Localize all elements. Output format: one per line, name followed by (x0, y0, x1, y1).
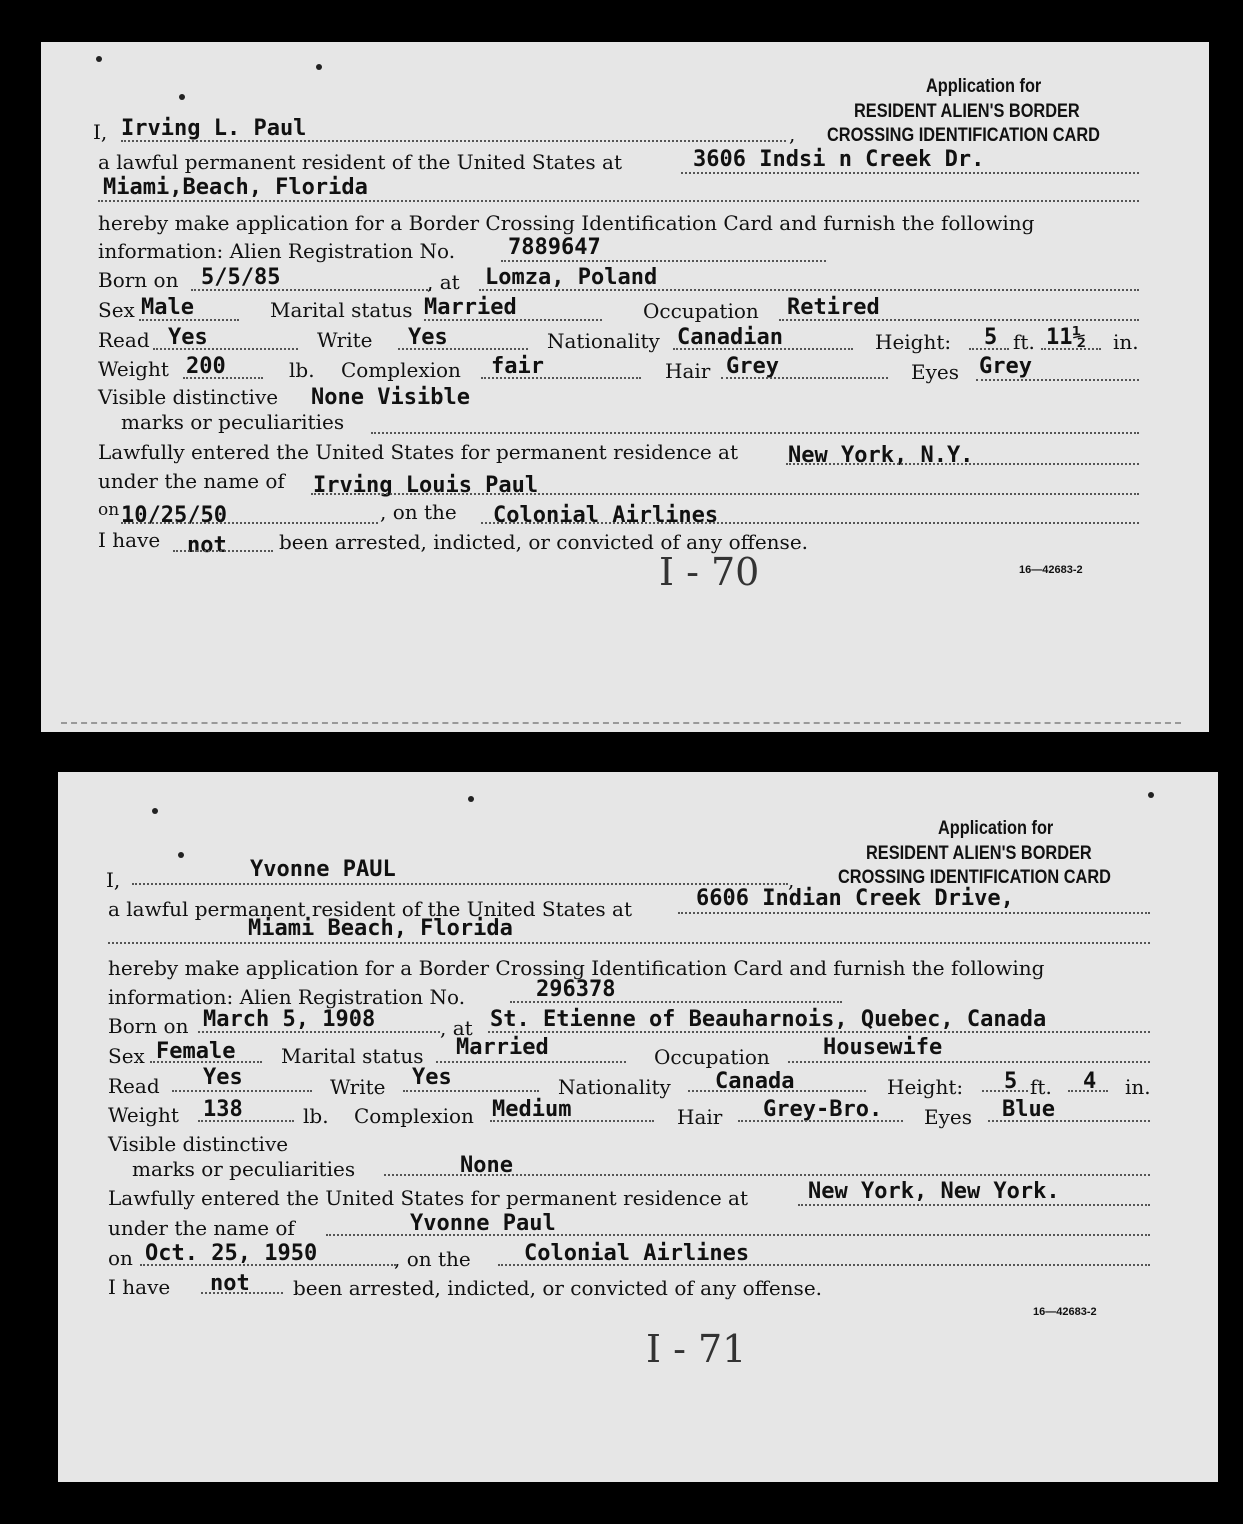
entry-place-line (786, 463, 1139, 465)
form-number: 16—42683-2 (1033, 1306, 1097, 1318)
weight-line (198, 1120, 294, 1122)
header-resident-alien: RESIDENT ALIEN'S BORDER (866, 843, 1092, 864)
entry-name: Yvonne Paul (410, 1211, 556, 1236)
label-born-on: Born on (98, 268, 179, 292)
read-line (172, 1090, 312, 1092)
marks-value: None (460, 1153, 513, 1178)
marks-line (384, 1174, 1150, 1176)
marital-line (436, 1061, 626, 1063)
complexion-line (490, 1120, 654, 1122)
label-marks: marks or peculiarities (132, 1157, 356, 1181)
birth-date-line (191, 289, 431, 291)
write-value: Yes (412, 1065, 452, 1090)
label-visible-distinctive: Visible distinctive (108, 1132, 289, 1156)
birth-place: St. Etienne of Beauharnois, Quebec, Canada (490, 1007, 1047, 1032)
hair-line (721, 377, 888, 379)
alien-registration-no: 7889647 (508, 235, 601, 260)
label-born-on: Born on (108, 1014, 189, 1038)
label-hereby: hereby make application for a Border Crossing Identification Card and furnish the following (98, 211, 1035, 235)
label-weight: Weight (98, 357, 169, 381)
complexion-value: Medium (492, 1097, 572, 1122)
label-ft: ft. (1030, 1075, 1052, 1099)
label-read: Read (108, 1074, 160, 1098)
address-line-1: 6606 Indian Creek Drive, (696, 886, 1014, 911)
card-edge (61, 722, 1181, 724)
height-in-line (1068, 1090, 1108, 1092)
hair-value: Grey-Bro. (763, 1097, 883, 1122)
label-resident: a lawful permanent resident of the United States at (98, 150, 623, 174)
entry-name: Irving Louis Paul (313, 473, 539, 498)
eyes-value: Grey (979, 354, 1032, 379)
eyes-line (988, 1120, 1150, 1122)
label-weight: Weight (108, 1103, 179, 1127)
birth-date-line (198, 1031, 440, 1033)
label-hereby: hereby make application for a Border Crossing Identification Card and furnish the following (108, 956, 1045, 980)
label-eyes: Eyes (911, 360, 959, 384)
label-nationality: Nationality (547, 329, 660, 353)
card-stamp-number: I - 71 (646, 1327, 747, 1371)
eyes-value: Blue (1002, 1097, 1055, 1122)
header-application-for: Application for (938, 818, 1054, 839)
application-card-2 (58, 772, 1218, 1482)
height-feet: 5 (984, 325, 998, 350)
hair-value: Grey (726, 354, 779, 379)
label-arrested: been arrested, indicted, or convicted of any offense. (279, 530, 809, 554)
label-i-have: I have (98, 528, 161, 552)
birth-date: 5/5/85 (201, 265, 281, 290)
occupation-line (779, 319, 1139, 321)
read-line (153, 348, 298, 350)
label-on-the: , on the (394, 1247, 471, 1271)
applicant-name: Yvonne PAUL (250, 857, 396, 882)
speck (316, 64, 322, 70)
label-i-have: I have (108, 1275, 171, 1299)
arrested-line (173, 550, 273, 552)
label-resident: a lawful permanent resident of the United States at (108, 897, 633, 921)
marital-line (424, 319, 602, 321)
address-line (678, 912, 1150, 914)
address-line (681, 172, 1139, 174)
label-lb: lb. (289, 358, 315, 382)
label-information: information: Alien Registration No. (98, 239, 456, 263)
speck (1148, 792, 1154, 798)
label-occupation: Occupation (643, 299, 759, 323)
label-complexion: Complexion (341, 358, 461, 382)
label-under-name: under the name of (98, 469, 285, 493)
address-line (108, 942, 1150, 944)
alien-no-line (510, 1001, 842, 1003)
height-inches: 11½ (1046, 325, 1086, 350)
label-under-name: under the name of (108, 1216, 295, 1240)
speck (96, 56, 102, 62)
birth-place-line (488, 1031, 1150, 1033)
header-application-for: Application for (926, 76, 1042, 97)
entry-date: 10/25/50 (121, 503, 227, 528)
address-line-1: 3606 Indsi n Creek Dr. (693, 147, 985, 172)
entry-name-line (311, 493, 1139, 495)
card-stamp-number: I - 70 (659, 550, 760, 594)
height-ft-line (982, 1090, 1028, 1092)
header-crossing-card: CROSSING IDENTIFICATION CARD (838, 867, 1111, 888)
complexion-value: fair (491, 354, 544, 379)
label-height: Height: (875, 330, 952, 354)
label-arrested: been arrested, indicted, or convicted of any offense. (293, 1276, 823, 1300)
write-value: Yes (408, 325, 448, 350)
label-at: , at (427, 270, 460, 294)
application-card-1 (41, 42, 1209, 732)
label-on: on (98, 500, 120, 520)
entry-place: New York, New York. (808, 1179, 1060, 1204)
label-on: on (108, 1246, 133, 1270)
label-marks: marks or peculiarities (121, 410, 345, 434)
complexion-line (481, 377, 641, 379)
height-in-line (1041, 348, 1101, 350)
label-lawfully-entered: Lawfully entered the United States for permanent residence at (108, 1186, 749, 1210)
entry-place-line (798, 1204, 1150, 1206)
entry-date-line (121, 522, 378, 524)
label-i: I, (106, 868, 121, 892)
arrested-value: not (210, 1271, 250, 1296)
entry-date: Oct. 25, 1950 (145, 1241, 318, 1266)
label-sex: Sex (98, 298, 135, 322)
carrier-line (481, 522, 1139, 524)
weight-value: 200 (186, 354, 226, 379)
height-ft-line (969, 348, 1009, 350)
read-value: Yes (203, 1065, 243, 1090)
nationality-line (688, 1090, 866, 1092)
label-marital-status: Marital status (270, 298, 413, 322)
label-occupation: Occupation (654, 1045, 770, 1069)
applicant-name: Irving L. Paul (121, 116, 307, 141)
address-line (98, 200, 1139, 202)
carrier-line (498, 1264, 1150, 1266)
label-read: Read (98, 328, 150, 352)
carrier: Colonial Airlines (524, 1241, 750, 1266)
label-comma: , (788, 868, 795, 892)
sex-value: Female (156, 1039, 236, 1064)
weight-line (183, 377, 263, 379)
occupation-line (788, 1061, 1150, 1063)
label-comma: , (789, 122, 796, 146)
label-information: information: Alien Registration No. (108, 985, 466, 1009)
label-lawfully-entered: Lawfully entered the United States for permanent residence at (98, 440, 739, 464)
label-write: Write (317, 328, 373, 352)
hair-line (738, 1120, 903, 1122)
speck (178, 852, 184, 858)
label-sex: Sex (108, 1044, 145, 1068)
carrier: Colonial Airlines (493, 503, 719, 528)
eyes-line (976, 379, 1139, 381)
label-on-the: , on the (380, 500, 457, 524)
label-hair: Hair (665, 359, 711, 383)
label-visible-distinctive: Visible distinctive (98, 385, 279, 409)
arrested-value: not (187, 533, 227, 558)
header-crossing-card: CROSSING IDENTIFICATION CARD (827, 125, 1100, 146)
birth-date: March 5, 1908 (203, 1007, 376, 1032)
nationality-value: Canada (715, 1069, 795, 1094)
label-in: in. (1113, 330, 1139, 354)
write-line (398, 348, 528, 350)
alien-registration-no: 296378 (536, 977, 616, 1002)
label-ft: ft. (1013, 330, 1035, 354)
label-hair: Hair (677, 1105, 723, 1129)
label-marital-status: Marital status (281, 1044, 424, 1068)
label-lb: lb. (303, 1104, 329, 1128)
entry-date-line (140, 1264, 396, 1266)
sex-line (139, 319, 239, 321)
marks-value: None Visible (311, 385, 470, 410)
occupation-value: Retired (787, 295, 880, 320)
speck (468, 796, 474, 802)
write-line (403, 1090, 539, 1092)
header-resident-alien: RESIDENT ALIEN'S BORDER (854, 101, 1080, 122)
entry-name-line (326, 1234, 1150, 1236)
sex-line (150, 1061, 262, 1063)
address-line-2: Miami Beach, Florida (248, 916, 513, 941)
birth-place-line (479, 289, 1139, 291)
weight-value: 138 (203, 1097, 243, 1122)
label-complexion: Complexion (354, 1104, 474, 1128)
label-height: Height: (887, 1075, 964, 1099)
name-line (132, 883, 788, 885)
entry-place: New York, N.Y. (788, 443, 974, 468)
address-line-2: Miami,Beach, Florida (103, 175, 368, 200)
label-nationality: Nationality (558, 1075, 671, 1099)
marital-status-value: Married (456, 1035, 549, 1060)
marks-line (371, 432, 1139, 434)
nationality-line (673, 348, 853, 350)
label-in: in. (1125, 1075, 1151, 1099)
label-write: Write (330, 1075, 386, 1099)
label-i: I, (93, 120, 108, 144)
marital-status-value: Married (424, 295, 517, 320)
sex-value: Male (141, 295, 194, 320)
nationality-value: Canadian (677, 325, 783, 350)
label-eyes: Eyes (924, 1105, 972, 1129)
form-number: 16—42683-2 (1019, 564, 1083, 576)
height-feet: 5 (1004, 1069, 1018, 1094)
birth-place: Lomza, Poland (485, 265, 658, 290)
alien-no-line (501, 260, 826, 262)
speck (152, 808, 158, 814)
occupation-value: Housewife (823, 1035, 943, 1060)
arrested-line (201, 1292, 283, 1294)
read-value: Yes (168, 325, 208, 350)
height-inches: 4 (1083, 1069, 1097, 1094)
name-line (121, 140, 786, 142)
label-at: , at (440, 1016, 473, 1040)
speck (179, 94, 185, 100)
